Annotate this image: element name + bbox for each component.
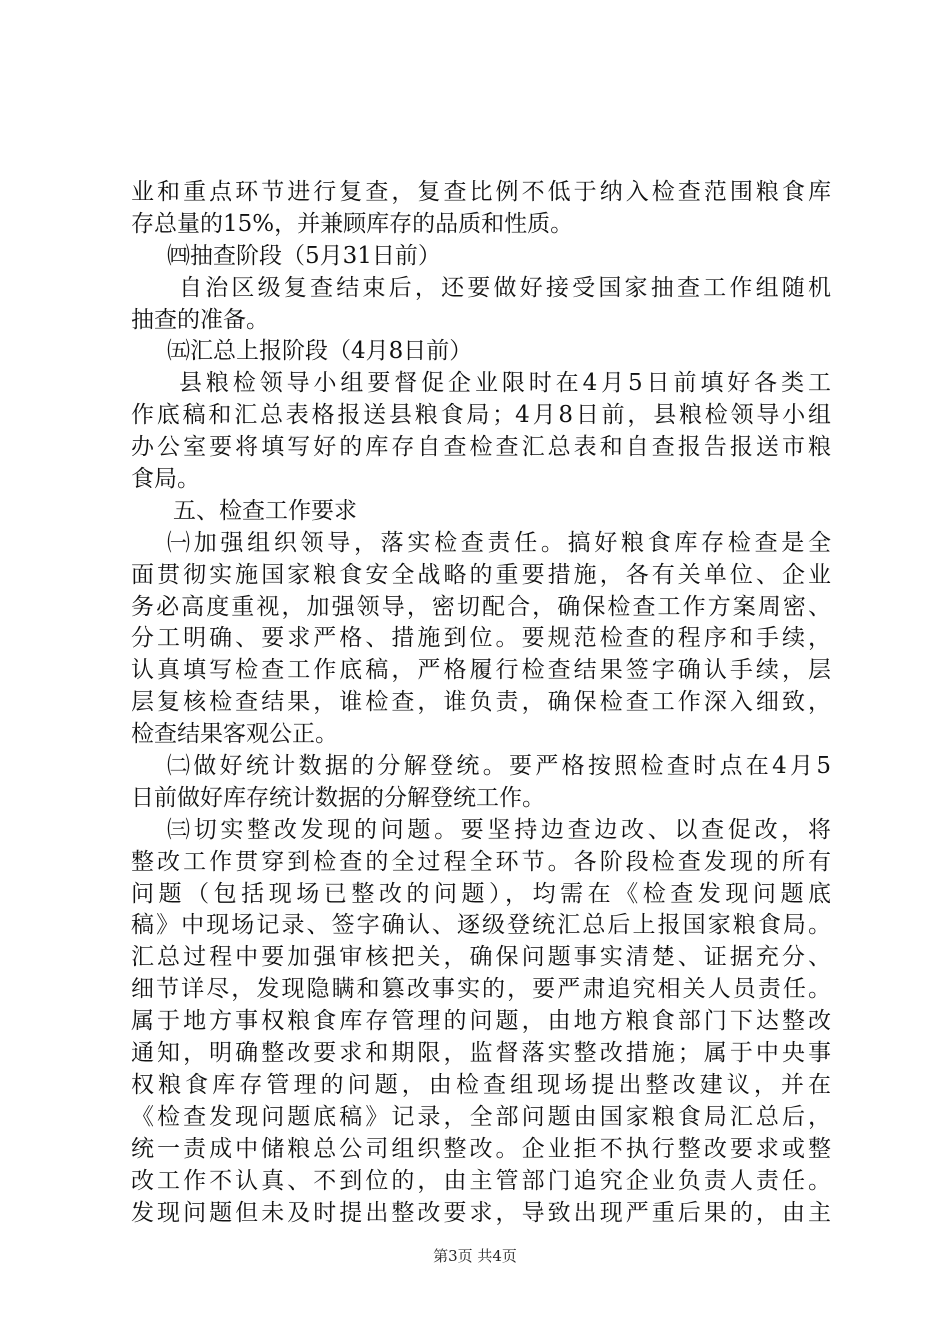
- text-line: 权粮食库存管理的问题，由检查组现场提出整改建议，并在: [131, 1071, 831, 1098]
- text-line: 面贯彻实施国家粮食安全战略的重要措施，各有关单位、企业: [131, 561, 831, 588]
- text-line: 检查结果客观公正。: [131, 721, 338, 748]
- text-line: 务必高度重视，加强领导，密切配合，确保检查工作方案周密、: [131, 593, 831, 620]
- text-line: 稿》中现场记录、签字确认、逐级登统汇总后上报国家粮食局。: [131, 912, 831, 939]
- text-line: 层复核检查结果，谁检查，谁负责，确保检查工作深入细致，: [131, 689, 831, 716]
- text-line: ㈠加强组织领导，落实检查责任。搞好粮食库存检查是全: [167, 529, 831, 556]
- text-line: 细节详尽，发现隐瞒和篡改事实的，要严肃追究相关人员责任。: [131, 976, 831, 1003]
- text-line: 作底稿和汇总表格报送县粮食局；4月8日前，县粮检领导小组: [131, 402, 831, 429]
- text-line: 《检查发现问题底稿》记录，全部问题由国家粮食局汇总后，: [131, 1103, 831, 1130]
- text-line: 存总量的15%，并兼顾库存的品质和性质。: [131, 210, 574, 237]
- document-body: [131, 177, 831, 1229]
- text-line: ㈢切实整改发现的问题。要坚持边查边改、以查促改，将: [167, 816, 831, 843]
- text-line: 汇总过程中要加强审核把关，确保问题事实清楚、证据充分、: [131, 944, 831, 971]
- text-line: 改工作不认真、不到位的，由主管部门追究企业负责人责任。: [131, 1167, 831, 1194]
- text-line: 抽查的准备。: [131, 306, 269, 333]
- text-line: 五、检查工作要求: [173, 497, 357, 524]
- text-line: 发现问题但未及时提出整改要求，导致出现严重后果的，由主: [131, 1199, 831, 1226]
- text-line: 认真填写检查工作底稿，严格履行检查结果签字确认手续，层: [131, 657, 831, 684]
- text-line: 日前做好库存统计数据的分解登统工作。: [131, 784, 545, 811]
- text-line: ㈣抽查阶段（5月31日前）: [167, 242, 441, 269]
- page-footer: 第3页 共4页: [433, 1247, 517, 1265]
- text-line: 属于地方事权粮食库存管理的问题，由地方粮食部门下达整改: [131, 1008, 831, 1035]
- text-line: ㈤汇总上报阶段（4月8日前）: [167, 338, 473, 365]
- text-line: 业和重点环节进行复查，复查比例不低于纳入检查范围粮食库: [131, 179, 831, 205]
- text-line: 通知，明确整改要求和期限，监督落实整改措施；属于中央事: [131, 1040, 831, 1067]
- text-line: 自治区级复查结束后，还要做好接受国家抽查工作组随机: [179, 274, 831, 301]
- text-line: 分工明确、要求严格、措施到位。要规范检查的程序和手续，: [131, 625, 831, 652]
- text-line: 统一责成中储粮总公司组织整改。企业拒不执行整改要求或整: [131, 1135, 831, 1162]
- text-line: 整改工作贯穿到检查的全过程全环节。各阶段检查发现的所有: [131, 848, 831, 875]
- text-line: 问题（包括现场已整改的问题），均需在《检查发现问题底: [131, 880, 831, 907]
- text-line: 食局。: [131, 466, 200, 493]
- text-line: 县粮检领导小组要督促企业限时在4月5日前填好各类工: [179, 370, 831, 397]
- text-line: 办公室要将填写好的库存自查检查汇总表和自查报告报送市粮: [131, 434, 831, 461]
- text-line: ㈡做好统计数据的分解登统。要严格按照检查时点在4月5: [167, 753, 831, 780]
